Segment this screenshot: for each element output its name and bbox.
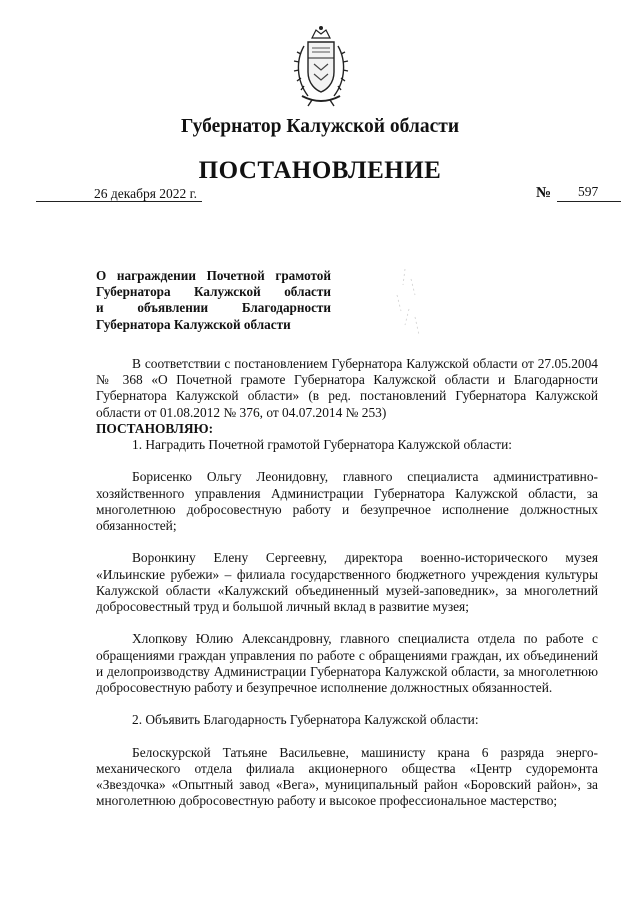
document-body — [96, 356, 598, 810]
award-paragraph: Хлопкову Юлию Александровну, главного специалиста отдела по работе с обращениями граждан управления по работе с обращениями граждан, их объединений и делопроизводству Администрации Губернатора Калужской области, за многолетнюю добросовестную работу и безупречное исполнение должностных обязанностей. — [96, 631, 598, 696]
subject-line: и объявлении Благодарности — [96, 300, 331, 316]
gratitude-paragraph: Белоскурской Татьяне Васильевне, машинисту крана 6 разряда энерго-механического отдела филиала акционерного общества «Центр судоремонта «Звездочка» «Опытный завод «Вега», муниципальный район «Боровский район», за многолетнюю добросовестную работу и высокое профессиональное мастерство; — [96, 744, 598, 809]
award-paragraph: Воронкину Елену Сергеевну, директора военно-исторического музея «Ильинские рубежи» – филиала государственного бюджетного учреждения культуры Калужской области «Калужский объединенный музей-заповедник», за многолетний добросовестный труд и большой личный вклад в развитие музея; — [96, 550, 598, 615]
document-date: 26 декабря 2022 г. — [94, 186, 198, 201]
coat-of-arms-icon — [290, 24, 352, 108]
authority-title: Губернатор Калужской области — [180, 116, 460, 137]
document-subject — [96, 268, 331, 333]
award-paragraph: Борисенко Ольгу Леонидовну, главного специалиста административно-хозяйственного управления Администрации Губернатора Калужской области, за многолетнюю добросовестную работу и безупречное исполнение должностных обязанностей; — [96, 469, 598, 534]
preamble-paragraph: В соответствии с постановлением Губернатора Калужской области от 27.05.2004 № 368 «О Почетной грамоте Губернатора Калужской области и Благодарности Губернатора Калужской области» (в ред. постановлений Губернатора Калужской области от 01.08.2012 № 376, от 04.07.2014 № 253) — [96, 356, 598, 420]
scan-artifact — [375, 265, 435, 345]
document-number: 597 — [578, 184, 599, 199]
subject-line: О награждении Почетной грамотой — [96, 268, 331, 283]
number-underline — [557, 200, 621, 202]
decree-word: ПОСТАНОВЛЯЮ: — [96, 420, 214, 436]
subject-line: Губернатора Калужской области — [96, 284, 331, 300]
number-label: № — [536, 185, 552, 201]
section-heading: 1. Наградить Почетной грамотой Губернатора Калужской области: — [132, 437, 512, 453]
subject-line: Губернатора Калужской области — [96, 316, 291, 332]
section-heading: 2. Объявить Благодарность Губернатора Калужской области: — [132, 712, 479, 728]
document-type-heading: ПОСТАНОВЛЕНИЕ — [198, 157, 442, 184]
